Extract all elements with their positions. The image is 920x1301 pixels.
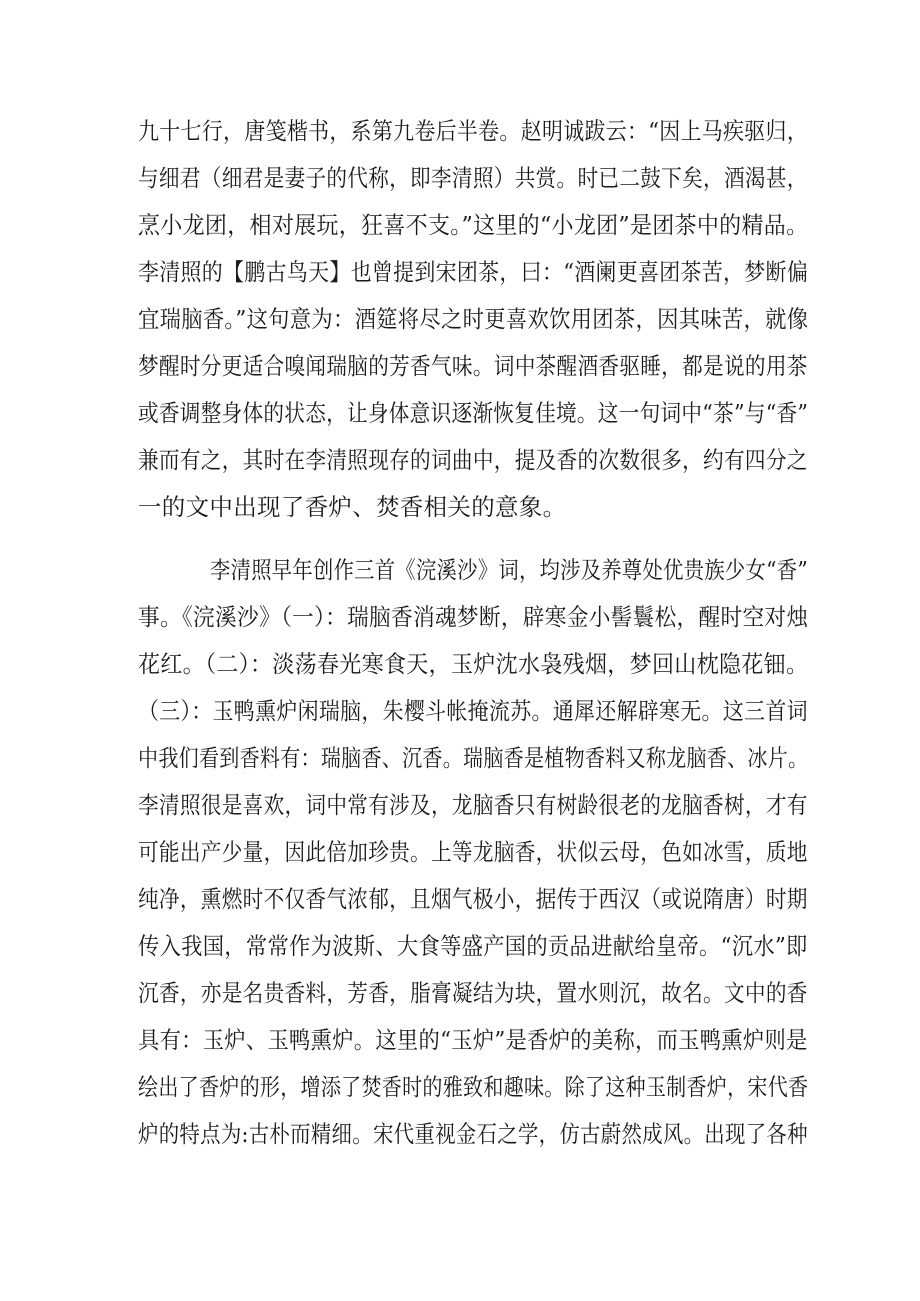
paragraph-line-indented: 李清照早年创作三首《浣溪沙》词，均涉及养尊处优贵族少女“香” — [210, 556, 809, 584]
paragraph-line: 或香调整身体的状态，让身体意识逐渐恢复佳境。这一句词中“茶”与“香” — [138, 399, 809, 427]
paragraph-line: 可能出产少量，因此倍加珍贵。上等龙脑香，状似云母，色如冰雪，质地 — [138, 838, 808, 866]
paragraph-line: （三）：玉鸭熏炉闲瑞脑，朱樱斗帐掩流苏。通犀还解辟寒无。这三首词 — [138, 697, 808, 725]
paragraph-line: 李清照很是喜欢，词中常有涉及，龙脑香只有树龄很老的龙脑香树，才有 — [138, 791, 808, 819]
paragraph-line: 中我们看到香料有：瑞脑香、沉香。瑞脑香是植物香料又称龙脑香、冰片。 — [138, 744, 809, 772]
paragraph-line: 李清照的【鹏古鸟天】也曾提到宋团茶，曰：“酒阑更喜团茶苦，梦断偏 — [138, 258, 809, 286]
paragraph-line: 与细君（细君是妻子的代称，即李清照）共赏。时已二鼓下矣，酒渴甚， — [138, 164, 808, 192]
paragraph-line: 绘出了香炉的形，增添了焚香时的雅致和趣味。除了这种玉制香炉，宋代香 — [138, 1073, 809, 1101]
paragraph-line: 宜瑞脑香。”这句意为：酒筵将尽之时更喜欢饮用团茶，因其味苦，就像 — [138, 305, 809, 333]
paragraph-line: 兼而有之，其时在李清照现存的词曲中，提及香的次数很多，约有四分之 — [138, 446, 808, 474]
paragraph-line: 事。《浣溪沙》（一）：瑞脑香消魂梦断，辟寒金小髻鬟松，醒时空对烛 — [138, 603, 809, 631]
paragraph-line: 烹小龙团，相对展玩，狂喜不支。”这里的“小龙团”是团茶中的精品。 — [138, 211, 809, 239]
paragraph-line: 具有：玉炉、玉鸭熏炉。这里的“玉炉”是香炉的美称，而玉鸭熏炉则是 — [138, 1026, 808, 1054]
paragraph-line: 沉香，亦是名贵香料，芳香，脂膏凝结为块，置水则沉，故名。文中的香 — [138, 979, 808, 1007]
paragraph-line: 花红。（二）：淡荡春光寒食天，玉炉沈水袅残烟，梦回山枕隐花钿。 — [138, 650, 809, 678]
paragraph-line: 九十七行，唐笺楷书，系第九卷后半卷。赵明诚跋云：“因上马疾驱归， — [138, 117, 809, 145]
paragraph-line: 一的文中出现了香炉、焚香相关的意象。 — [138, 493, 567, 521]
paragraph-line: 纯净，熏燃时不仅香气浓郁，且烟气极小，据传于西汉（或说隋唐）时期 — [138, 885, 808, 913]
paragraph-line: 传入我国，常常作为波斯、大食等盛产国的贡品进献给皇帝。“沉水”即 — [138, 932, 808, 960]
paragraph-line: 炉的特点为:古朴而精细。宋代重视金石之学，仿古蔚然成风。出现了各种 — [138, 1120, 808, 1148]
paragraph-line: 梦醒时分更适合嗅闻瑞脑的芳香气味。词中茶醒酒香驱睡，都是说的用茶 — [138, 352, 808, 380]
